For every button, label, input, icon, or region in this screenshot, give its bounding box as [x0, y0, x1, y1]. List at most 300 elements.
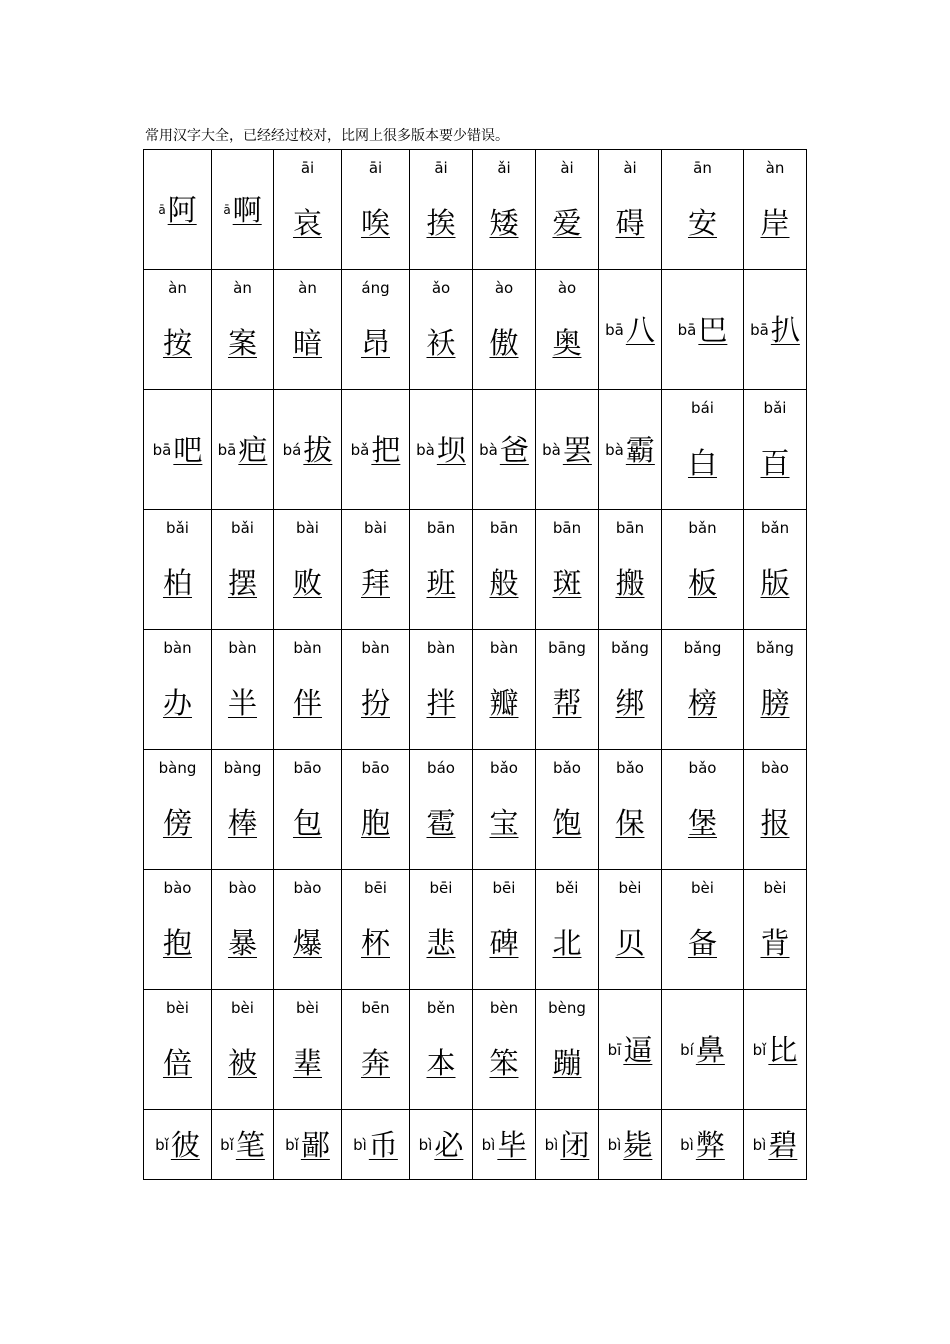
hanzi-character: 瓣 — [489, 686, 519, 720]
hanzi-character: 榜 — [687, 686, 717, 720]
character-cell — [662, 390, 744, 510]
character-entry — [212, 270, 273, 389]
character-cell — [662, 510, 744, 630]
character-cell — [212, 870, 274, 990]
character-entry — [342, 1110, 409, 1179]
hanzi-character: 背 — [760, 926, 790, 960]
character-entry — [536, 390, 598, 509]
pinyin-label: bèn — [489, 999, 519, 1017]
character-entry — [212, 390, 273, 509]
character-cell — [342, 750, 410, 870]
hanzi-character: 疤 — [238, 432, 268, 467]
character-entry — [342, 150, 409, 269]
character-entry — [473, 1110, 535, 1179]
character-entry — [744, 750, 806, 869]
character-entry — [274, 1110, 341, 1179]
pinyin-label: bǐ — [155, 1135, 169, 1154]
character-cell — [342, 270, 410, 390]
character-entry — [473, 630, 535, 749]
hanzi-character: 暗 — [292, 326, 322, 360]
pinyin-label: bèi — [296, 999, 319, 1017]
pinyin-label: bì — [418, 1135, 433, 1154]
pinyin-label: bēn — [361, 999, 390, 1017]
pinyin-label: bàn — [426, 639, 456, 657]
character-entry — [144, 270, 211, 389]
character-cell — [144, 750, 212, 870]
hanzi-character: 拜 — [360, 566, 390, 600]
character-cell — [473, 270, 536, 390]
character-cell — [473, 150, 536, 270]
hanzi-character: 柏 — [162, 566, 192, 600]
pinyin-label: bài — [296, 519, 319, 537]
character-cell — [342, 1110, 410, 1180]
character-cell — [662, 630, 744, 750]
hanzi-character: 霸 — [625, 432, 655, 467]
character-cell — [599, 990, 662, 1110]
character-entry — [274, 990, 341, 1109]
character-entry — [744, 870, 806, 989]
character-entry — [536, 150, 598, 269]
character-entry — [536, 870, 598, 989]
pinyin-label: bì — [752, 1135, 767, 1154]
pinyin-label: běn — [426, 999, 456, 1017]
hanzi-character: 备 — [687, 926, 717, 960]
character-entry — [410, 870, 472, 989]
hanzi-character: 堡 — [687, 806, 717, 840]
character-cell — [744, 630, 807, 750]
hanzi-character: 鼻 — [695, 1032, 725, 1067]
pinyin-label: bǎng — [611, 639, 649, 657]
pinyin-label: ào — [557, 279, 577, 297]
hanzi-character: 搬 — [615, 566, 645, 600]
character-cell — [662, 870, 744, 990]
hanzi-character: 摆 — [227, 566, 257, 600]
character-cell — [144, 990, 212, 1110]
pinyin-label: bèi — [231, 999, 254, 1017]
hanzi-character: 绑 — [615, 686, 645, 720]
character-cell — [410, 390, 473, 510]
pinyin-label: bèi — [763, 879, 787, 897]
hanzi-character: 包 — [292, 806, 322, 840]
character-entry — [410, 630, 472, 749]
character-entry — [342, 990, 409, 1109]
character-entry — [342, 630, 409, 749]
pinyin-label: bà — [542, 440, 561, 459]
pinyin-label: ā — [158, 202, 166, 217]
pinyin-label: bēi — [492, 879, 516, 897]
hanzi-character: 币 — [368, 1127, 398, 1162]
hanzi-character: 奔 — [360, 1046, 390, 1080]
character-entry — [274, 150, 341, 269]
character-cell — [342, 990, 410, 1110]
hanzi-character: 贝 — [615, 926, 645, 960]
character-entry — [410, 390, 472, 509]
character-cell — [536, 510, 599, 630]
pinyin-label: bān — [552, 519, 582, 537]
pinyin-label: bàng — [223, 759, 262, 777]
hanzi-character: 昂 — [360, 326, 390, 360]
character-entry — [342, 870, 409, 989]
character-cell — [536, 750, 599, 870]
character-cell — [599, 510, 662, 630]
pinyin-label: bǎi — [166, 519, 189, 537]
pinyin-label: àn — [168, 279, 187, 297]
pinyin-label: bǎi — [763, 399, 787, 417]
hanzi-character: 雹 — [426, 806, 456, 840]
character-entry — [599, 630, 661, 749]
character-entry — [274, 870, 341, 989]
character-cell — [274, 990, 342, 1110]
character-cell — [274, 510, 342, 630]
pinyin-label: āi — [434, 159, 448, 177]
character-cell — [662, 270, 744, 390]
pinyin-label: ā — [223, 202, 231, 217]
hanzi-character: 版 — [760, 566, 790, 600]
character-cell — [536, 150, 599, 270]
character-cell — [744, 270, 807, 390]
hanzi-character: 白 — [687, 446, 717, 480]
hanzi-character: 八 — [625, 312, 655, 347]
hanzi-character: 般 — [489, 566, 519, 600]
hanzi-character: 阿 — [167, 192, 197, 227]
character-entry — [536, 270, 598, 389]
pinyin-label: bà — [605, 440, 624, 459]
character-cell — [410, 510, 473, 630]
character-entry — [473, 270, 535, 389]
pinyin-label: bā — [217, 440, 237, 459]
hanzi-character: 板 — [687, 566, 717, 600]
pinyin-label: bā — [750, 320, 769, 339]
character-entry — [662, 870, 743, 989]
hanzi-character: 本 — [426, 1046, 456, 1080]
table-row — [144, 270, 807, 390]
character-cell — [410, 270, 473, 390]
pinyin-label: bǎo — [553, 759, 581, 777]
pinyin-label: báo — [427, 759, 455, 777]
character-entry — [744, 990, 806, 1109]
hanzi-character: 坝 — [436, 432, 466, 467]
character-entry — [599, 270, 661, 389]
hanzi-character: 膀 — [760, 686, 790, 720]
pinyin-label: bǎng — [683, 639, 722, 657]
hanzi-character: 扒 — [770, 312, 800, 347]
hanzi-character: 棒 — [227, 806, 257, 840]
hanzi-character: 鄙 — [300, 1127, 330, 1162]
pinyin-label: bì — [544, 1135, 559, 1154]
pinyin-label: bì — [481, 1135, 496, 1154]
character-entry — [342, 390, 409, 509]
pinyin-label: běi — [555, 879, 579, 897]
character-cell — [144, 150, 212, 270]
pinyin-label: bēi — [364, 879, 387, 897]
character-entry — [744, 510, 806, 629]
pinyin-label: bà — [416, 440, 435, 459]
character-entry — [144, 750, 211, 869]
hanzi-character: 彼 — [170, 1127, 200, 1162]
hanzi-character: 暴 — [227, 926, 257, 960]
hanzi-character: 按 — [162, 326, 192, 360]
hanzi-character: 吧 — [173, 432, 203, 467]
hanzi-character: 帮 — [552, 686, 582, 720]
character-cell — [342, 510, 410, 630]
hanzi-character: 蹦 — [552, 1046, 582, 1080]
pinyin-label: bā — [605, 320, 624, 339]
pinyin-label: bái — [691, 399, 714, 417]
pinyin-label: bèng — [548, 999, 586, 1017]
character-cell — [473, 390, 536, 510]
table-row — [144, 750, 807, 870]
character-cell — [144, 1110, 212, 1180]
character-entry — [212, 150, 273, 269]
pinyin-label: bèi — [166, 999, 189, 1017]
character-cell — [536, 630, 599, 750]
pinyin-label: bā — [677, 320, 697, 339]
character-entry — [410, 270, 472, 389]
character-cell — [212, 630, 274, 750]
character-entry — [410, 510, 472, 629]
character-entry — [473, 870, 535, 989]
character-entry — [599, 870, 661, 989]
pinyin-label: bǎn — [688, 519, 717, 537]
character-entry — [274, 750, 341, 869]
pinyin-label: ǎi — [497, 159, 511, 177]
pinyin-label: bà — [479, 440, 498, 459]
hanzi-character: 袄 — [426, 326, 456, 360]
hanzi-character: 班 — [426, 566, 456, 600]
hanzi-character: 啊 — [232, 192, 262, 227]
character-entry — [662, 630, 743, 749]
pinyin-label: bì — [607, 1135, 622, 1154]
character-cell — [410, 990, 473, 1110]
pinyin-label: bī — [607, 1040, 622, 1059]
character-entry — [410, 1110, 472, 1179]
character-cell — [744, 1110, 807, 1180]
hanzi-character: 闭 — [560, 1127, 590, 1162]
character-entry — [342, 510, 409, 629]
pinyin-label: bào — [163, 879, 192, 897]
character-cell — [744, 870, 807, 990]
pinyin-label: bào — [761, 759, 789, 777]
hanzi-character: 奥 — [552, 326, 582, 360]
pinyin-label: bí — [680, 1040, 694, 1059]
pinyin-label: bèi — [618, 879, 642, 897]
pinyin-label: àn — [298, 279, 317, 297]
character-cell — [599, 1110, 662, 1180]
character-cell — [212, 270, 274, 390]
hanzi-character: 岸 — [760, 206, 790, 240]
character-cell — [662, 1110, 744, 1180]
hanzi-character: 北 — [552, 926, 582, 960]
hanzi-character: 巴 — [698, 312, 728, 347]
character-cell — [144, 510, 212, 630]
character-cell — [144, 870, 212, 990]
character-cell — [212, 390, 274, 510]
character-cell — [274, 270, 342, 390]
character-entry — [274, 630, 341, 749]
character-cell — [212, 510, 274, 630]
character-cell — [410, 750, 473, 870]
character-cell — [744, 390, 807, 510]
hanzi-character: 抱 — [162, 926, 192, 960]
hanzi-character: 傍 — [162, 806, 192, 840]
character-cell — [274, 390, 342, 510]
hanzi-character: 碑 — [489, 926, 519, 960]
character-cell — [212, 750, 274, 870]
character-entry — [410, 750, 472, 869]
pinyin-label: āi — [300, 159, 315, 177]
character-entry — [662, 390, 743, 509]
pinyin-label: bàn — [361, 639, 390, 657]
character-entry — [274, 510, 341, 629]
pinyin-label: ài — [560, 159, 574, 177]
character-cell — [274, 870, 342, 990]
hanzi-character: 笨 — [489, 1046, 519, 1080]
character-entry — [536, 510, 598, 629]
character-cell — [744, 510, 807, 630]
hanzi-character: 斑 — [552, 566, 582, 600]
pinyin-label: bào — [293, 879, 322, 897]
character-cell — [744, 150, 807, 270]
hanzi-character: 比 — [768, 1032, 798, 1067]
pinyin-label: bǎo — [616, 759, 644, 777]
hanzi-character: 拌 — [426, 686, 456, 720]
hanzi-character: 必 — [434, 1127, 464, 1162]
pinyin-label: bàn — [228, 639, 257, 657]
character-entry — [536, 990, 598, 1109]
pinyin-label: àn — [765, 159, 785, 177]
pinyin-label: bāo — [293, 759, 322, 777]
character-entry — [536, 1110, 598, 1179]
hanzi-character: 胞 — [360, 806, 390, 840]
pinyin-label: bì — [680, 1135, 694, 1154]
hanzi-character: 傲 — [489, 326, 519, 360]
character-entry — [212, 1110, 273, 1179]
pinyin-label: bǎng — [756, 639, 794, 657]
character-entry — [410, 990, 472, 1109]
hanzi-character: 挨 — [426, 206, 456, 240]
character-entry — [144, 870, 211, 989]
character-cell — [274, 150, 342, 270]
character-entry — [599, 510, 661, 629]
character-cell — [410, 1110, 473, 1180]
hanzi-character: 碍 — [615, 206, 645, 240]
character-entry — [744, 1110, 806, 1179]
character-cell — [144, 630, 212, 750]
character-cell — [473, 1110, 536, 1180]
table-row — [144, 990, 807, 1110]
character-cell — [473, 630, 536, 750]
pinyin-label: ào — [494, 279, 514, 297]
character-entry — [662, 750, 743, 869]
character-cell — [536, 1110, 599, 1180]
character-cell — [473, 510, 536, 630]
character-entry — [212, 990, 273, 1109]
character-cell — [410, 150, 473, 270]
pinyin-label: ān — [693, 159, 712, 177]
table-row — [144, 630, 807, 750]
character-cell — [410, 870, 473, 990]
pinyin-label: bàn — [293, 639, 322, 657]
pinyin-label: bào — [228, 879, 257, 897]
hanzi-character: 半 — [227, 686, 257, 720]
character-entry — [744, 270, 806, 389]
pinyin-label: bǎ — [350, 440, 370, 459]
character-cell — [342, 870, 410, 990]
hanzi-character: 哀 — [292, 206, 322, 240]
character-entry — [212, 870, 273, 989]
character-cell — [410, 630, 473, 750]
hanzi-character: 保 — [615, 806, 645, 840]
character-cell — [212, 1110, 274, 1180]
hanzi-character: 宝 — [489, 806, 519, 840]
pinyin-label: bǎo — [490, 759, 518, 777]
character-entry — [599, 1110, 661, 1179]
character-entry — [744, 630, 806, 749]
hanzi-character: 倍 — [162, 1046, 192, 1080]
character-entry — [473, 990, 535, 1109]
pinyin-label: bàn — [163, 639, 192, 657]
pinyin-label: ǎo — [431, 279, 451, 297]
character-entry — [473, 750, 535, 869]
hanzi-character: 罢 — [562, 432, 592, 467]
pinyin-label: bān — [426, 519, 456, 537]
character-entry — [744, 150, 806, 269]
character-cell — [144, 270, 212, 390]
hanzi-character: 伴 — [292, 686, 322, 720]
character-entry — [662, 1110, 743, 1179]
character-cell — [599, 630, 662, 750]
character-cell — [274, 750, 342, 870]
pinyin-label: āi — [368, 159, 383, 177]
character-entry — [144, 1110, 211, 1179]
character-cell — [274, 1110, 342, 1180]
hanzi-character: 案 — [227, 326, 257, 360]
hanzi-character: 毕 — [497, 1127, 527, 1162]
character-entry — [144, 630, 211, 749]
character-table — [143, 149, 807, 1180]
hanzi-character: 饱 — [552, 806, 582, 840]
character-entry — [599, 390, 661, 509]
character-cell — [599, 870, 662, 990]
hanzi-character: 唉 — [360, 206, 390, 240]
table-row — [144, 1110, 807, 1180]
character-entry — [144, 390, 211, 509]
pinyin-label: bāng — [548, 639, 586, 657]
table-row — [144, 870, 807, 990]
character-entry — [144, 150, 211, 269]
character-entry — [212, 510, 273, 629]
pinyin-label: bāo — [361, 759, 390, 777]
pinyin-label: bān — [489, 519, 519, 537]
character-entry — [342, 270, 409, 389]
character-entry — [212, 630, 273, 749]
character-cell — [536, 870, 599, 990]
character-cell — [212, 150, 274, 270]
character-cell — [599, 390, 662, 510]
pinyin-label: bài — [364, 519, 387, 537]
character-entry — [536, 630, 598, 749]
character-entry — [274, 270, 341, 389]
pinyin-label: bèi — [691, 879, 714, 897]
pinyin-label: àn — [233, 279, 252, 297]
character-cell — [662, 750, 744, 870]
pinyin-label: ài — [623, 159, 637, 177]
hanzi-character: 杯 — [360, 926, 390, 960]
hanzi-character: 爱 — [552, 206, 582, 240]
pinyin-label: bàng — [158, 759, 197, 777]
pinyin-label: bǐ — [285, 1135, 299, 1154]
character-cell — [662, 150, 744, 270]
